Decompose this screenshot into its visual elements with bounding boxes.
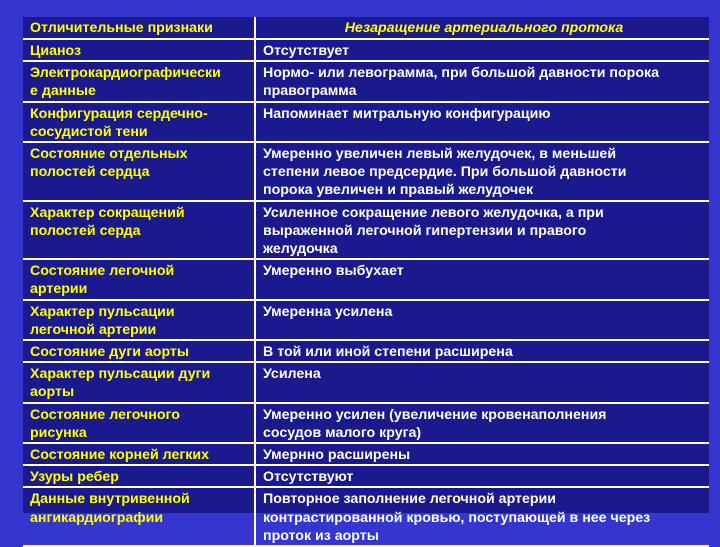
- table-row: [23, 300, 709, 340]
- feature-text-line: Состояние легочного: [30, 406, 180, 423]
- value-text-line: Умеренна усилена: [263, 303, 393, 320]
- feature-text-line: Состояние легочной: [30, 263, 175, 280]
- value-text-line: желудочка: [263, 241, 338, 258]
- value-text-line: контрастированной кровью, поступающей в нее через: [263, 509, 651, 526]
- value-cell: [255, 61, 709, 101]
- value-text-line: Повторное заполнение легочной артерии: [263, 491, 556, 508]
- feature-text-line: Характер пульсации дуги: [30, 366, 211, 383]
- feature-cell: [23, 39, 255, 61]
- table-row: [23, 465, 709, 487]
- value-text-line: выраженной легочной гипертензии и правого: [263, 222, 587, 239]
- value-text-line: Умернно расширены: [263, 447, 411, 464]
- value-cell: [255, 259, 709, 299]
- value-cell: [255, 39, 709, 61]
- table-row: [23, 61, 709, 101]
- feature-cell: [23, 61, 255, 101]
- comparison-table: [23, 17, 709, 547]
- table-row: [23, 403, 709, 443]
- value-text-line: порока увеличен и правый желудочек: [263, 182, 534, 199]
- value-text-line: В той или иной степени расширена: [263, 344, 513, 361]
- feature-text-line: Узуры ребер: [30, 469, 119, 486]
- feature-text-line: Электрокардиографически: [30, 65, 221, 82]
- value-text-line: степени левое предсердие. При большой давности: [263, 164, 627, 181]
- header-features: Отличительные признаки: [23, 17, 255, 39]
- value-cell: [255, 300, 709, 340]
- value-text-line: Умеренно усилен (увеличение кровенаполнения: [263, 406, 607, 423]
- value-text-line: правограмма: [263, 83, 357, 100]
- feature-text-line: аорты: [30, 384, 75, 401]
- table-row: [23, 487, 709, 546]
- feature-cell: [23, 443, 255, 465]
- feature-text-line: рисунка: [30, 424, 87, 441]
- feature-text-line: ангикардиографии: [30, 509, 164, 526]
- feature-cell: [23, 487, 255, 546]
- value-text-line: Нормо- или левограмма, при большой давности порока: [263, 65, 659, 82]
- feature-text-line: легочной артерии: [30, 321, 157, 338]
- table-row: [23, 362, 709, 402]
- feature-text-line: сосудистой тени: [30, 123, 148, 140]
- value-cell: [255, 465, 709, 487]
- table-row: [23, 443, 709, 465]
- value-text-line: проток из аорты: [263, 527, 379, 544]
- table-row: [23, 142, 709, 201]
- table-header-row: [23, 17, 709, 39]
- feature-cell: [23, 403, 255, 443]
- value-cell: [255, 487, 709, 546]
- feature-text-line: е данные: [30, 83, 96, 100]
- feature-cell: [23, 102, 255, 142]
- value-text-line: Отсутствуют: [263, 469, 354, 486]
- value-cell: [255, 403, 709, 443]
- value-cell: [255, 362, 709, 402]
- feature-text-line: Данные внутривенной: [30, 491, 190, 508]
- value-cell: [255, 102, 709, 142]
- feature-cell: [23, 201, 255, 260]
- value-text-line: Усилена: [263, 366, 321, 383]
- feature-text-line: Характер сокращений: [30, 204, 185, 221]
- table-row: [23, 102, 709, 142]
- table-row: [23, 201, 709, 260]
- feature-text-line: Состояние корней легких: [30, 447, 209, 464]
- value-text-line: Усиленное сокращение левого желудочка, а при: [263, 204, 604, 221]
- table-row: [23, 259, 709, 299]
- feature-text-line: Состояние дуги аорты: [30, 344, 189, 361]
- feature-cell: [23, 340, 255, 362]
- value-text-line: Умеренно выбухает: [263, 263, 404, 280]
- feature-cell: [23, 362, 255, 402]
- value-cell: [255, 443, 709, 465]
- value-cell: [255, 201, 709, 260]
- feature-text-line: Состояние отдельных: [30, 146, 188, 163]
- feature-cell: [23, 465, 255, 487]
- feature-text-line: Характер пульсации: [30, 303, 175, 320]
- value-text-line: Отсутствует: [263, 43, 350, 59]
- feature-text-line: Цианоз: [30, 43, 82, 59]
- feature-text-line: артерии: [30, 281, 88, 298]
- value-cell: [255, 340, 709, 362]
- feature-text-line: Конфигурация сердечно-: [30, 105, 208, 122]
- feature-cell: [23, 259, 255, 299]
- feature-text-line: полостей серда: [30, 222, 141, 239]
- table-row: [23, 340, 709, 362]
- comparison-table-frame: [23, 17, 709, 544]
- feature-cell: [23, 142, 255, 201]
- value-text-line: Напоминает митральную конфигурацию: [263, 105, 551, 122]
- table-row: [23, 39, 709, 61]
- value-cell: [255, 142, 709, 201]
- value-text-line: сосудов малого круга): [263, 424, 422, 441]
- header-condition: Незаращение артериального протока: [255, 17, 709, 39]
- feature-cell: [23, 300, 255, 340]
- value-text-line: Умеренно увеличен левый желудочек, в меньшей: [263, 146, 617, 163]
- feature-text-line: полостей сердца: [30, 164, 150, 181]
